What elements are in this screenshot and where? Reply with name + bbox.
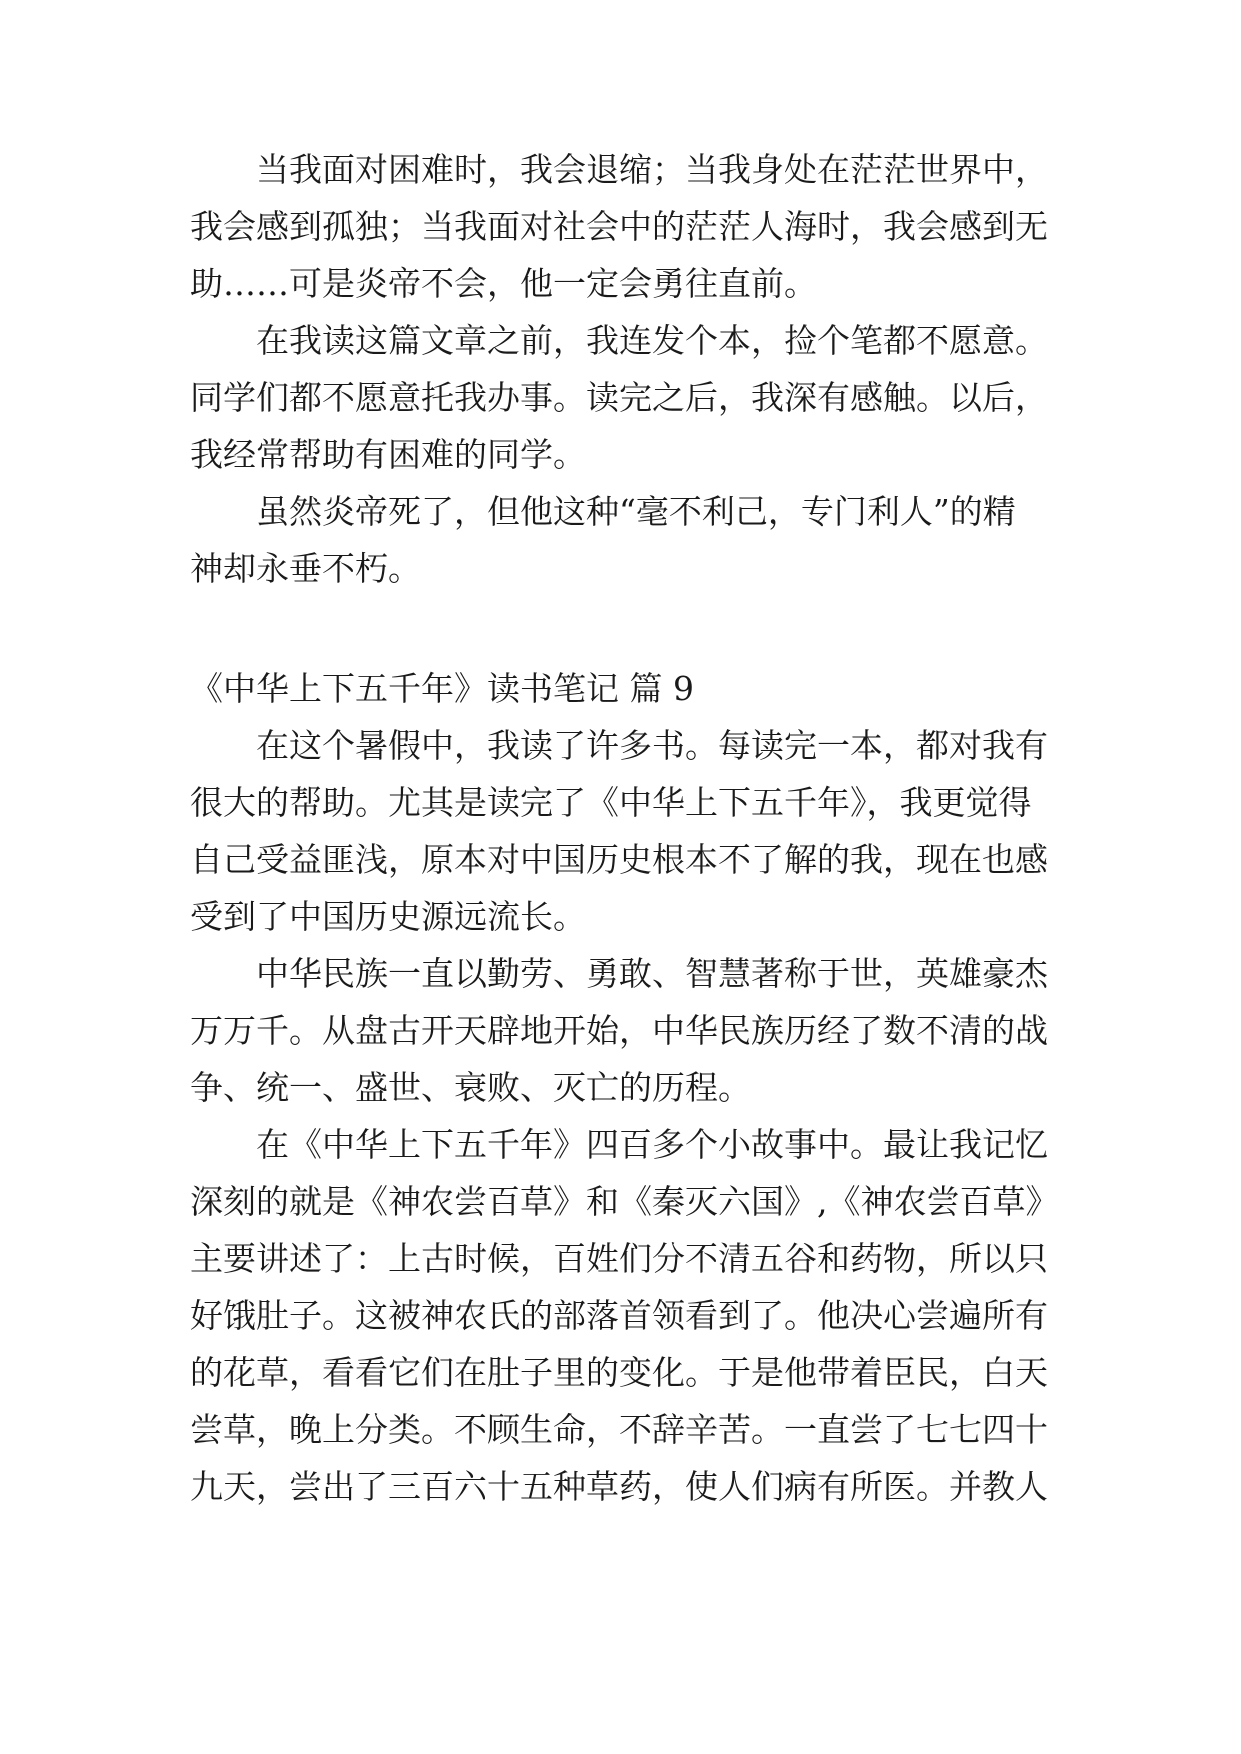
paragraph-2-line-2: 同学们都不愿意托我办事。读完之后，我深有感触。以后， xyxy=(190,378,1048,417)
paragraph-1-line-2: 我会感到孤独；当我面对社会中的茫茫人海时，我会感到无 xyxy=(190,207,1048,246)
paragraph-6-line-7: 九天，尝出了三百六十五种草药，使人们病有所医。并教人 xyxy=(190,1467,1048,1506)
paragraph-4-line-4: 受到了中国历史源远流长。 xyxy=(190,897,586,936)
paragraph-5-line-2: 万万千。从盘古开天辟地开始，中华民族历经了数不清的战 xyxy=(190,1011,1048,1050)
paragraph-5-line-1: 中华民族一直以勤劳、勇敢、智慧著称于世，英雄豪杰 xyxy=(190,954,1048,993)
section-heading: 《中华上下五千年》读书笔记 篇 9 xyxy=(190,669,694,708)
paragraph-6-line-1: 在《中华上下五千年》四百多个小故事中。最让我记忆 xyxy=(190,1125,1048,1164)
paragraph-2-line-1: 在我读这篇文章之前，我连发个本，捡个笔都不愿意。 xyxy=(190,321,1048,360)
paragraph-6-line-3: 主要讲述了：上古时候，百姓们分不清五谷和药物，所以只 xyxy=(190,1239,1048,1278)
paragraph-4-line-3: 自己受益匪浅，原本对中国历史根本不了解的我，现在也感 xyxy=(190,840,1048,879)
paragraph-4-line-1: 在这个暑假中，我读了许多书。每读完一本，都对我有 xyxy=(190,726,1048,765)
paragraph-6-line-4: 好饿肚子。这被神农氏的部落首领看到了。他决心尝遍所有 xyxy=(190,1296,1048,1335)
paragraph-6-line-5: 的花草，看看它们在肚子里的变化。于是他带着臣民，白天 xyxy=(190,1353,1048,1392)
paragraph-2-line-3: 我经常帮助有困难的同学。 xyxy=(190,435,586,474)
paragraph-6-line-2: 深刻的就是《神农尝百草》和《秦灭六国》,《神农尝百草》 xyxy=(190,1182,1059,1221)
paragraph-5-line-3: 争、统一、盛世、衰败、灭亡的历程。 xyxy=(190,1068,751,1107)
paragraph-3-line-2: 神却永垂不朽。 xyxy=(190,549,421,588)
paragraph-1-line-3: 助……可是炎帝不会，他一定会勇往直前。 xyxy=(190,264,817,303)
paragraph-6-line-6: 尝草，晚上分类。不顾生命，不辞辛苦。一直尝了七七四十 xyxy=(190,1410,1048,1449)
paragraph-4-line-2: 很大的帮助。尤其是读完了《中华上下五千年》，我更觉得 xyxy=(190,783,1032,822)
paragraph-1-line-1: 当我面对困难时，我会退缩；当我身处在茫茫世界中， xyxy=(190,150,1048,189)
paragraph-3-line-1: 虽然炎帝死了，但他这种“毫不利己，专门利人”的精 xyxy=(190,492,1016,531)
